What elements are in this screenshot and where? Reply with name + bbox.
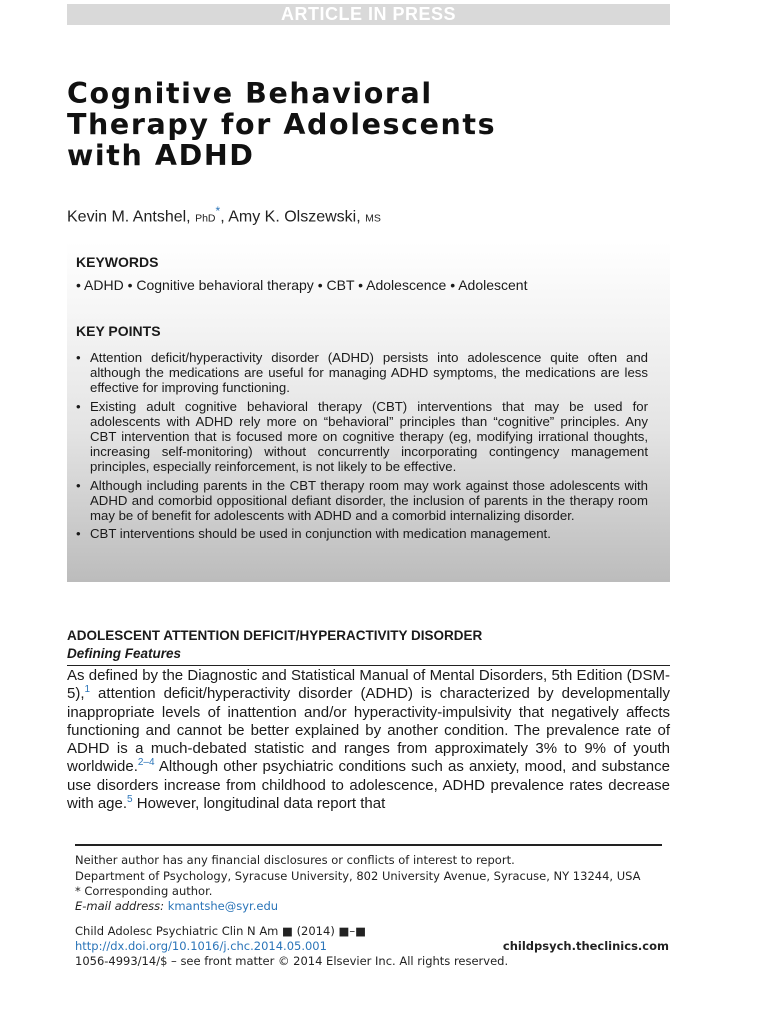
section-heading: ADOLESCENT ATTENTION DEFICIT/HYPERACTIVITY DISORDER bbox=[67, 628, 483, 643]
article-title bbox=[67, 78, 667, 171]
article-in-press-banner: ARTICLE IN PRESS bbox=[67, 4, 670, 25]
body-text-segment: attention deficit/hyperactivity disorder (ADHD) is characterized by developmentally inappropriate levels of inattention and/or hyperactivity-impulsivity that negatively affects functioning and cannot be better explained by another condition. The prevalence rate of ADHD is a much-debated statistic and ranges from approximately 3% to 9% of youth worldwide. bbox=[67, 685, 670, 776]
author-degree: MS bbox=[365, 212, 381, 225]
key-point-item: • Existing adult cognitive behavioral therapy (CBT) interventions that may be used for adolescents with ADHD rely more on “behavioral” principles than “cognitive” principles. Any CBT intervention that is focused more on cognitive therapy (eg, modifying irrational thoughts, increasing self-monitoring) without concurrently incorporating contingency management principles, especially reinforcement, is not likely to be effective. bbox=[76, 399, 648, 475]
copyright-line: 1056-4993/14/$ – see front matter © 2014 Elsevier Inc. All rights reserved. bbox=[75, 954, 509, 968]
key-points-list bbox=[76, 350, 648, 544]
key-point-item: • Attention deficit/hyperactivity disorder (ADHD) persists into adolescence quite often and although the medications are useful for managing ADHD symptoms, the medications are less effective for improving functioning. bbox=[76, 350, 648, 396]
key-point-item: • Although including parents in the CBT therapy room may work against those adolescents with ADHD and comorbid oppositional defiant disorder, the inclusion of parents in the therapy room may be of benefit for adolescents with ADHD and a comorbid internalizing disorder. bbox=[76, 478, 648, 524]
author-degree: PhD bbox=[195, 212, 216, 225]
body-text-segment: However, longitudinal data report that bbox=[132, 795, 386, 813]
author-name: Kevin M. Antshel, bbox=[67, 208, 191, 226]
body-paragraph bbox=[67, 667, 670, 813]
title-line: Therapy for Adolescents bbox=[67, 108, 497, 141]
keywords-keypoints-box bbox=[67, 242, 670, 582]
journal-site: childpsych.theclinics.com bbox=[502, 939, 669, 953]
subsection-heading: Defining Features bbox=[67, 646, 182, 661]
section-rule bbox=[67, 665, 670, 666]
doi-line bbox=[75, 939, 327, 953]
doi-link[interactable]: http://dx.doi.org/10.1016/j.chc.2014.05.001 bbox=[75, 939, 327, 953]
author-name: Amy K. Olszewski, bbox=[228, 208, 361, 226]
body-text-segment: Although other psychiatric conditions such as anxiety, mood, and substance use disorders increase from childhood to adolescence, ADHD prevalence rates decrease with age. bbox=[67, 758, 670, 813]
journal-citation: Child Adolesc Psychiatric Clin N Am ■ (2014) ■–■ bbox=[75, 924, 366, 938]
corresponding-author-link[interactable]: * bbox=[215, 204, 221, 218]
corresponding-note: * Corresponding author. bbox=[75, 884, 213, 898]
email-note bbox=[75, 899, 278, 913]
disclosure-note: Neither author has any financial disclosures or conflicts of interest to report. bbox=[75, 853, 515, 867]
key-point-item: • CBT interventions should be used in conjunction with medication management. bbox=[76, 526, 648, 541]
keywords-list: • ADHD • Cognitive behavioral therapy • CBT • Adolescence • Adolescent bbox=[76, 277, 528, 293]
reference-link[interactable]: 2–4 bbox=[137, 757, 155, 769]
reference-link[interactable]: 1 bbox=[84, 684, 91, 696]
title-line: with ADHD bbox=[67, 139, 255, 172]
keywords-heading: KEYWORDS bbox=[76, 254, 159, 270]
affiliation-note: Department of Psychology, Syracuse University, 802 University Avenue, Syracuse, NY 13244, USA bbox=[75, 869, 641, 883]
body-text-segment: As defined by the Diagnostic and Statistical Manual of Mental Disorders, 5th Edition (DSM-5), bbox=[67, 667, 670, 703]
title-line: Cognitive Behavioral bbox=[67, 77, 433, 110]
key-points-heading: KEY POINTS bbox=[76, 323, 161, 339]
reference-link[interactable]: 5 bbox=[127, 794, 133, 806]
author-separator: , bbox=[220, 208, 225, 226]
email-label: E-mail address: bbox=[75, 899, 165, 913]
author-line bbox=[67, 204, 381, 226]
email-link[interactable]: kmantshe@syr.edu bbox=[167, 899, 279, 913]
footnote-rule bbox=[75, 844, 662, 846]
